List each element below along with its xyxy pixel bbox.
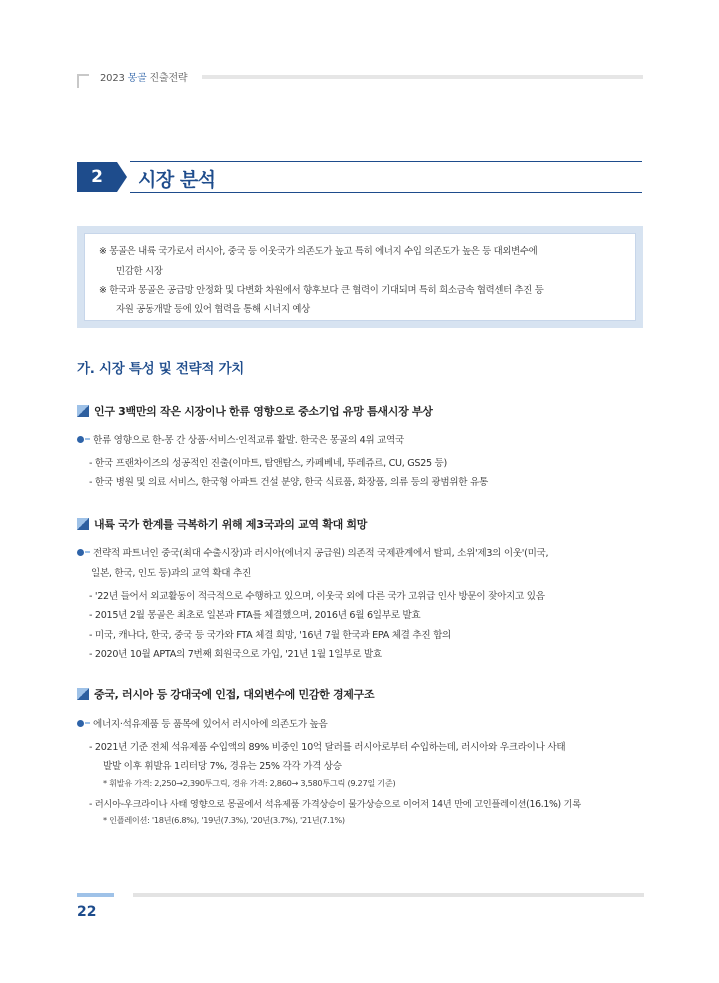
header-rule xyxy=(202,75,643,79)
footer-accent-bar xyxy=(77,893,114,897)
footer-rule xyxy=(133,893,644,897)
bullet-dash-icon xyxy=(85,722,90,724)
circle-bullet-icon xyxy=(77,549,84,556)
bullet-text: 에너지·석유제품 등 품목에 있어서 러시아에 의존도가 높음 xyxy=(93,719,328,730)
page-number: 22 xyxy=(77,904,97,920)
section-rule-top xyxy=(130,161,642,162)
header-corner-mark xyxy=(77,74,89,88)
block-heading-text: 내륙 국가 한계를 극복하기 위해 제3국과의 교역 확대 희망 xyxy=(94,518,368,531)
bullet-text: 한류 영향으로 한-몽 간 상품·서비스·인적교류 활발. 한국은 몽골의 4위 교역국 xyxy=(93,435,404,446)
footnote: * 인플레이션: '18년(6.8%), '19년(7.3%), '20년(3.7%), '21년(7.1%) xyxy=(103,815,345,825)
bullet-item xyxy=(77,716,327,730)
list-item: - 한국 프랜차이즈의 성공적인 진출(이마트, 탐앤탐스, 카페베네, 뚜레쥬르, CU, GS25 등) xyxy=(89,458,447,469)
square-bullet-icon xyxy=(77,688,89,700)
bullet-item xyxy=(77,432,404,446)
bullet-dash-icon xyxy=(85,438,90,440)
list-item-continuation: 발발 이후 휘발유 1리터당 7%, 경유는 25% 각각 가격 상승 xyxy=(103,761,342,772)
list-item: - 러시아-우크라이나 사태 영향으로 몽골에서 석유제품 가격상승이 물가상승으로 이어저 14년 만에 고인플레이션(16.1%) 기록 xyxy=(89,799,581,810)
note-line: 민감한 시장 xyxy=(116,266,163,277)
block-heading xyxy=(77,403,433,419)
circle-bullet-icon xyxy=(77,720,84,727)
note-line: ※ 몽골은 내륙 국가로서 러시아, 중국 등 이웃국가 의존도가 높고 특히 에너지 수입 의존도가 높은 등 대외변수에 xyxy=(99,246,538,257)
square-bullet-icon xyxy=(77,518,89,530)
block-heading xyxy=(77,516,367,532)
bullet-item xyxy=(77,545,548,559)
header-title: 진출전략 xyxy=(149,73,188,84)
block-heading-text: 중국, 러시아 등 강대국에 인접, 대외변수에 민감한 경제구조 xyxy=(94,688,375,701)
summary-note-inner xyxy=(84,233,636,321)
square-bullet-icon xyxy=(77,405,89,417)
note-line: ※ 한국과 몽골은 공급망 안정화 및 다변화 차원에서 향후보다 큰 협력이 기대되며 특히 희소금속 협력센터 추진 등 xyxy=(99,285,544,296)
running-header xyxy=(100,69,187,84)
list-item: - 한국 병원 및 의료 서비스, 한국형 아파트 건설 분양, 한국 식료품, 화장품, 의류 등의 광범위한 유통 xyxy=(89,477,488,488)
list-item: - 2021년 기준 전체 석유제품 수입액의 89% 비중인 10억 달러를 러시아로부터 수입하는데, 러시아와 우크라이나 사태 xyxy=(89,742,566,753)
section-rule-bottom xyxy=(130,192,642,193)
footnote: * 휘발유 가격: 2,250→2,390투그릭, 경유 가격: 2,860→ 3,580투그릭 (9.27일 기준) xyxy=(103,778,396,788)
section-arrow-icon xyxy=(117,162,127,192)
bullet-text: 전략적 파트너인 중국(최대 수출시장)과 러시아(에너지 공급원) 의존적 국제관계에서 탈피, 소위'제3의 이웃'(미국, xyxy=(93,548,549,559)
section-number-badge: 2 xyxy=(77,162,117,192)
summary-note-box xyxy=(77,226,643,328)
list-item: - 미국, 캐나다, 한국, 중국 등 국가와 FTA 체결 희망, '16년 7월 한국과 EPA 체결 추진 합의 xyxy=(89,630,452,641)
section-title: 시장 분석 xyxy=(138,169,216,191)
bullet-continuation: 일본, 한국, 인도 등)과의 교역 확대 추진 xyxy=(91,568,251,579)
circle-bullet-icon xyxy=(77,436,84,443)
note-line: 자원 공동개발 등에 있어 협력을 통해 시너지 예상 xyxy=(116,304,310,315)
header-country: 몽골 xyxy=(127,73,147,84)
list-item: - 2020년 10월 APTA의 7번째 회원국으로 가입, '21년 1월 1일부로 발효 xyxy=(89,649,382,660)
block-heading-text: 인구 3백만의 작은 시장이나 한류 영향으로 중소기업 유망 틈새시장 부상 xyxy=(94,405,433,418)
subsection-title: 가. 시장 특성 및 전략적 가치 xyxy=(77,361,244,377)
block-heading xyxy=(77,686,374,702)
bullet-dash-icon xyxy=(85,551,90,553)
list-item: - 2015년 2월 몽골은 최초로 일본과 FTA를 체결했으며, 2016년 6월 6일부로 발효 xyxy=(89,610,421,621)
list-item: - '22년 들어서 외교활동이 적극적으로 수행하고 있으며, 이웃국 외에 다른 국가 고위급 인사 방문이 잦아지고 있음 xyxy=(89,591,545,602)
header-year: 2023 xyxy=(100,73,125,84)
